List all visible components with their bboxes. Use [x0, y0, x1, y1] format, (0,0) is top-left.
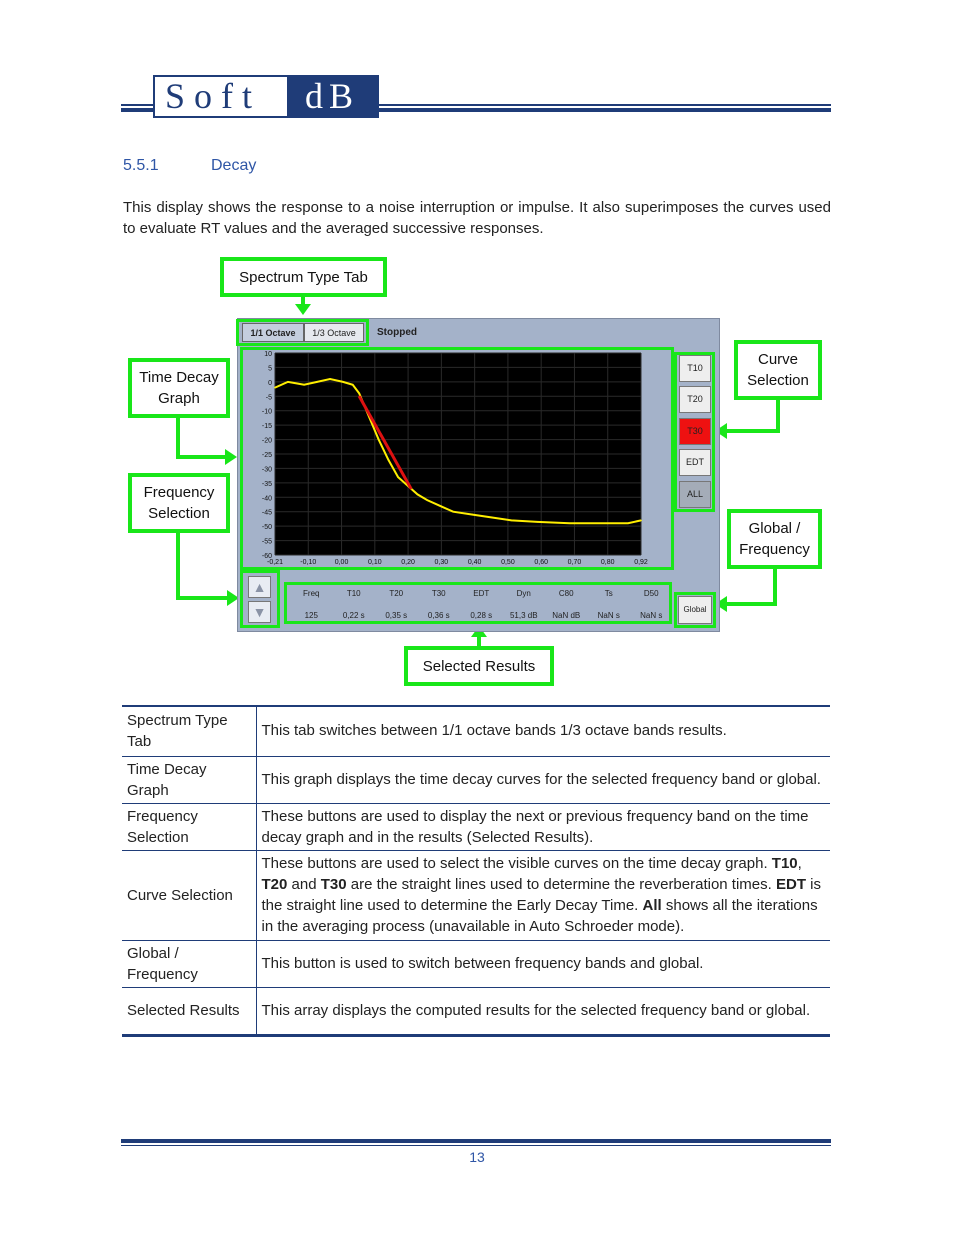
desc-text: These buttons are used to select the visible curves on the time decay graph. — [261, 855, 772, 872]
results-header-row — [290, 589, 673, 598]
connector-line — [773, 569, 777, 606]
series-point — [342, 381, 344, 383]
x-tick-label: 0,60 — [534, 559, 548, 566]
result-header: D50 — [643, 589, 659, 598]
all-button[interactable]: ALL — [679, 481, 711, 508]
series-point — [452, 511, 454, 513]
footer-rule — [121, 1145, 831, 1146]
y-tick-label: -35 — [261, 480, 272, 488]
x-tick-label: 0,20 — [401, 559, 415, 566]
decay-window — [237, 318, 720, 632]
y-tick-label: -55 — [261, 538, 272, 546]
y-tick-label: -5 — [265, 394, 272, 402]
callout-time-decay-graph: Time Decay Graph — [128, 358, 230, 418]
connector-line — [176, 418, 180, 458]
y-tick-label: 5 — [268, 365, 272, 373]
connector-line — [176, 596, 228, 600]
triangle-down-icon[interactable]: ▼ — [248, 601, 271, 623]
y-tick-label: -15 — [261, 423, 272, 431]
tab-1-1-octave[interactable]: 1/1 Octave — [242, 323, 304, 342]
callout-spectrum-type-tab: Spectrum Type Tab — [220, 257, 387, 297]
y-tick-label: 0 — [268, 379, 272, 387]
table-row — [122, 756, 830, 803]
result-value: 0,28 s — [470, 611, 493, 620]
desc-text: are the straight lines used to determine the reverberation times. — [346, 876, 776, 893]
table-term: Spectrum Type Tab — [122, 706, 256, 756]
arrow-right-icon — [225, 449, 237, 465]
connector-line — [176, 533, 180, 599]
intro-paragraph: This display shows the response to a noise interruption or impulse. It also superimposes the curves used to evaluate RT values and the averaged successive responses. — [123, 199, 831, 237]
logo-soft: Soft — [155, 77, 287, 116]
series-point — [417, 494, 419, 496]
result-value: 51,3 dB — [509, 611, 538, 620]
table-term: Global / Frequency — [122, 940, 256, 987]
y-tick-label: -40 — [261, 495, 272, 503]
series-point — [491, 517, 493, 519]
table-desc: This graph displays the time decay curves for the selected frequency band or global. — [256, 756, 830, 803]
page-number: 13 — [469, 1149, 485, 1165]
series-point — [316, 381, 318, 383]
desc-bold: EDT — [775, 876, 806, 893]
callout-curve-selection: Curve Selection — [734, 340, 822, 400]
result-value: 125 — [304, 611, 318, 620]
series-point — [329, 378, 331, 380]
result-value: 0,22 s — [342, 611, 365, 620]
result-value: NaN s — [597, 611, 620, 620]
t30-button[interactable]: T30 — [679, 418, 711, 445]
desc-bold: T30 — [320, 876, 347, 893]
result-header: T10 — [346, 589, 361, 598]
y-tick-label: -45 — [261, 509, 272, 517]
table-desc: This tab switches between 1/1 octave bands 1/3 octave bands results. — [256, 706, 830, 756]
y-tick-label: -50 — [261, 524, 272, 532]
desc-text: shows all the iterations in the averaging process (unavailable in Auto Schroeder mode). — [261, 897, 818, 935]
result-header: T20 — [389, 589, 404, 598]
result-header: T30 — [431, 589, 446, 598]
series-point — [439, 505, 441, 507]
table-term: Selected Results — [122, 987, 256, 1034]
callout-frequency-selection: Frequency Selection — [128, 473, 230, 533]
series-point — [352, 384, 354, 386]
table-desc: This array displays the computed results for the selected frequency band or global. — [256, 987, 830, 1034]
y-tick-label: -25 — [261, 452, 272, 459]
series-point — [378, 439, 380, 441]
table-term: Time Decay Graph — [122, 756, 256, 803]
x-tick-label: 0,70 — [567, 559, 582, 566]
series-point — [537, 521, 539, 523]
result-value: 0,35 s — [385, 611, 408, 620]
series-point — [569, 522, 571, 524]
arrow-down-icon — [295, 304, 311, 315]
x-tick-label: 0,30 — [434, 559, 449, 566]
time-decay-chart — [243, 350, 671, 567]
description-table — [122, 706, 830, 1035]
callout-global-frequency: Global / Frequency — [727, 509, 822, 569]
series-point — [358, 395, 360, 397]
desc-bold: T10 — [771, 855, 798, 872]
series-point — [358, 393, 360, 395]
desc-bold: T20 — [261, 876, 288, 893]
status-label: Stopped — [377, 327, 417, 338]
desc-text: , — [797, 855, 802, 872]
y-tick-label: -30 — [261, 466, 272, 474]
table-bottom-rule — [122, 1034, 830, 1037]
section-title: Decay — [211, 157, 257, 174]
table-row — [122, 706, 830, 756]
series-point — [397, 476, 399, 478]
x-tick-label: -0,21 — [267, 559, 283, 566]
x-tick-label: 0,40 — [467, 559, 482, 566]
result-value: NaN dB — [552, 611, 581, 620]
table-desc: This button is used to switch between frequency bands and global. — [256, 940, 830, 987]
x-tick-label: 0,92 — [634, 559, 648, 566]
result-value: 0,36 s — [427, 611, 450, 620]
triangle-up-icon[interactable]: ▲ — [248, 576, 271, 598]
table-term: Curve Selection — [122, 850, 256, 940]
result-header: C80 — [558, 589, 574, 598]
connector-line — [726, 429, 780, 433]
series-point — [287, 381, 289, 383]
table-row — [122, 987, 830, 1034]
desc-bold: All — [642, 897, 662, 914]
y-tick-label: -60 — [261, 553, 272, 560]
footer-rule — [121, 1139, 831, 1143]
table-row — [122, 803, 830, 850]
t20-button[interactable]: T20 — [679, 386, 711, 413]
y-tick-label: 10 — [264, 351, 272, 358]
table-row — [122, 940, 830, 987]
callout-selected-results: Selected Results — [404, 646, 554, 686]
result-header: Freq — [303, 589, 320, 598]
series-point — [274, 387, 276, 389]
desc-text: and — [287, 876, 321, 893]
table-term: Frequency Selection — [122, 803, 256, 850]
series-point — [303, 384, 305, 386]
x-tick-label: 0,50 — [501, 559, 515, 566]
series-point — [410, 488, 412, 490]
desc-text: is the straight line used to determine the Early Decay Time. — [261, 876, 821, 914]
results-value-row — [290, 611, 673, 620]
result-value: NaN s — [640, 611, 663, 620]
connector-line — [726, 602, 777, 606]
y-tick-label: -20 — [261, 437, 272, 445]
table-desc — [256, 850, 830, 940]
time-decay-graph-frame — [240, 347, 674, 570]
x-tick-label: 0,10 — [368, 559, 382, 566]
x-tick-label: -0,10 — [300, 559, 317, 566]
x-tick-label: 0,80 — [600, 559, 615, 566]
result-header: EDT — [473, 589, 490, 598]
series-point — [640, 520, 642, 522]
table-row — [122, 850, 830, 940]
section-number: 5.5.1 — [123, 157, 159, 174]
logo-db: dB — [287, 77, 377, 116]
series-point — [601, 522, 603, 524]
series-point — [472, 514, 474, 516]
x-tick-label: 0,00 — [334, 559, 349, 566]
series-point — [511, 520, 513, 522]
series-point — [426, 499, 428, 501]
connector-line — [176, 455, 226, 459]
result-header: Ts — [604, 589, 613, 598]
y-tick-label: -10 — [261, 408, 272, 416]
global-button[interactable]: Global — [678, 596, 712, 624]
series-point — [388, 459, 390, 461]
softdb-logo — [153, 75, 379, 118]
series-point — [627, 522, 629, 524]
table-desc: These buttons are used to display the next or previous frequency band on the time decay graph and in the results (Selected Results). — [256, 803, 830, 850]
result-header: Dyn — [516, 589, 531, 598]
t10-button[interactable]: T10 — [679, 355, 711, 382]
connector-line — [477, 636, 481, 646]
tab-1-3-octave[interactable]: 1/3 Octave — [304, 323, 364, 342]
edt-button[interactable]: EDT — [679, 449, 711, 476]
